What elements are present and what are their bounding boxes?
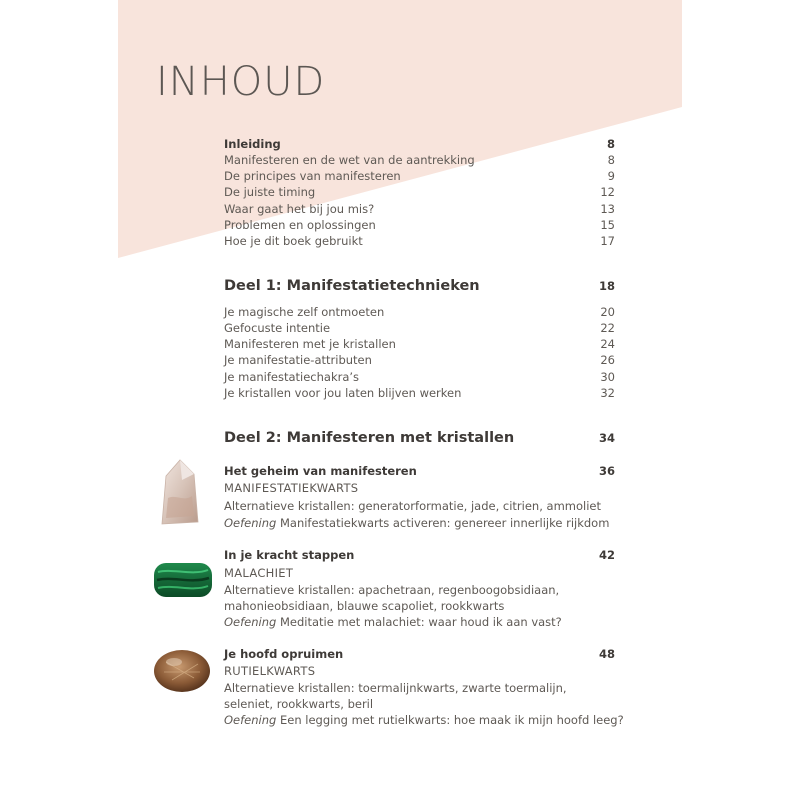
toc-page: 26: [600, 353, 615, 367]
entry-title: Het geheim van manifesteren: [224, 464, 417, 478]
part1-title: Deel 1: Manifestatietechnieken: [224, 278, 480, 294]
alternative-crystals: mahonieobsidiaan, blauwe scapoliet, rookkwarts: [224, 599, 505, 613]
toc-label: Manifesteren met je kristallen: [224, 337, 396, 351]
toc-page: 32: [600, 386, 615, 400]
toc-row: [224, 336, 615, 352]
toc-label: Manifesteren en de wet van de aantrekking: [224, 153, 475, 167]
exercise-line: [224, 614, 562, 630]
alternative-crystals: Alternatieve kristallen: generatorformatie, jade, citrien, ammoliet: [224, 499, 601, 513]
toc-row: [224, 320, 615, 336]
malachite-stone-image: [152, 560, 214, 600]
exercise-text: Manifestatiekwarts activeren: genereer innerlijke rijkdom: [276, 516, 610, 530]
toc-label: Hoe je dit boek gebruikt: [224, 234, 363, 248]
toc-page: 13: [600, 202, 615, 216]
part1-page: 18: [598, 279, 615, 293]
toc-row: [224, 217, 615, 233]
toc-row: [224, 385, 615, 401]
toc-label: Je kristallen voor jou laten blijven werken: [224, 386, 462, 400]
entry-page: 48: [598, 647, 615, 661]
crystal-name: RUTIELKWARTS: [224, 664, 316, 678]
toc-row: [224, 201, 615, 217]
page-title: INHOUD: [156, 59, 326, 105]
toc-label: De principes van manifesteren: [224, 169, 401, 183]
part1-heading: [224, 278, 615, 294]
toc-row: [224, 168, 615, 184]
intro-heading: [224, 136, 615, 152]
toc-page: 8: [607, 153, 615, 167]
toc-page: 9: [607, 169, 615, 183]
toc-page: 24: [600, 337, 615, 351]
exercise-label: Oefening: [224, 516, 277, 530]
exercise-text: Meditatie met malachiet: waar houd ik aan vast?: [276, 615, 562, 629]
intro-page: 8: [606, 137, 615, 151]
toc-page: 15: [600, 218, 615, 232]
toc-row: [224, 352, 615, 368]
part2-page: 34: [598, 431, 615, 445]
toc-page: 17: [600, 234, 615, 248]
entry-title: Je hoofd opruimen: [224, 647, 344, 661]
exercise-text: Een legging met rutielkwarts: hoe maak ik mijn hoofd leeg?: [276, 713, 624, 727]
toc-label: Je magische zelf ontmoeten: [224, 305, 385, 319]
crystal-name: MALACHIET: [224, 566, 294, 580]
toc-label: Je manifestatie-attributen: [224, 353, 372, 367]
toc-page: 22: [600, 321, 615, 335]
alternative-crystals: seleniet, rookkwarts, beril: [224, 697, 374, 711]
exercise-line: [224, 515, 609, 531]
exercise-line: [224, 712, 624, 728]
alternative-crystals: Alternatieve kristallen: apachetraan, regenboogobsidiaan,: [224, 583, 560, 597]
toc-page: 20: [600, 305, 615, 319]
toc-label: Gefocuste intentie: [224, 321, 331, 335]
toc-row: [224, 233, 615, 249]
toc-page: 30: [600, 370, 615, 384]
toc-page: 12: [600, 185, 615, 199]
alternative-crystals: Alternatieve kristallen: toermalijnkwarts, zwarte toermalijn,: [224, 681, 567, 695]
exercise-label: Oefening: [224, 713, 277, 727]
crystal-name: MANIFESTATIEKWARTS: [224, 481, 359, 495]
toc-label: De juiste timing: [224, 185, 316, 199]
toc-row: [224, 369, 615, 385]
entry-title: In je kracht stappen: [224, 548, 355, 562]
exercise-label: Oefening: [224, 615, 277, 629]
entry-heading: [224, 646, 615, 662]
part2-heading: [224, 430, 615, 446]
toc-row: [224, 304, 615, 320]
toc-row: [224, 152, 615, 168]
toc-label: Waar gaat het bij jou mis?: [224, 202, 375, 216]
toc-label: Problemen en oplossingen: [224, 218, 376, 232]
clear-quartz-point-image: [158, 458, 202, 528]
part2-title: Deel 2: Manifesteren met kristallen: [224, 430, 515, 446]
rutile-quartz-stone-image: [152, 648, 212, 694]
entry-heading: [224, 547, 615, 563]
toc-row: [224, 184, 615, 200]
entry-page: 36: [598, 464, 615, 478]
entry-heading: [224, 463, 615, 479]
intro-title: Inleiding: [224, 137, 281, 151]
toc-label: Je manifestatiechakra’s: [224, 370, 360, 384]
entry-page: 42: [598, 548, 615, 562]
book-page: [118, 0, 682, 800]
